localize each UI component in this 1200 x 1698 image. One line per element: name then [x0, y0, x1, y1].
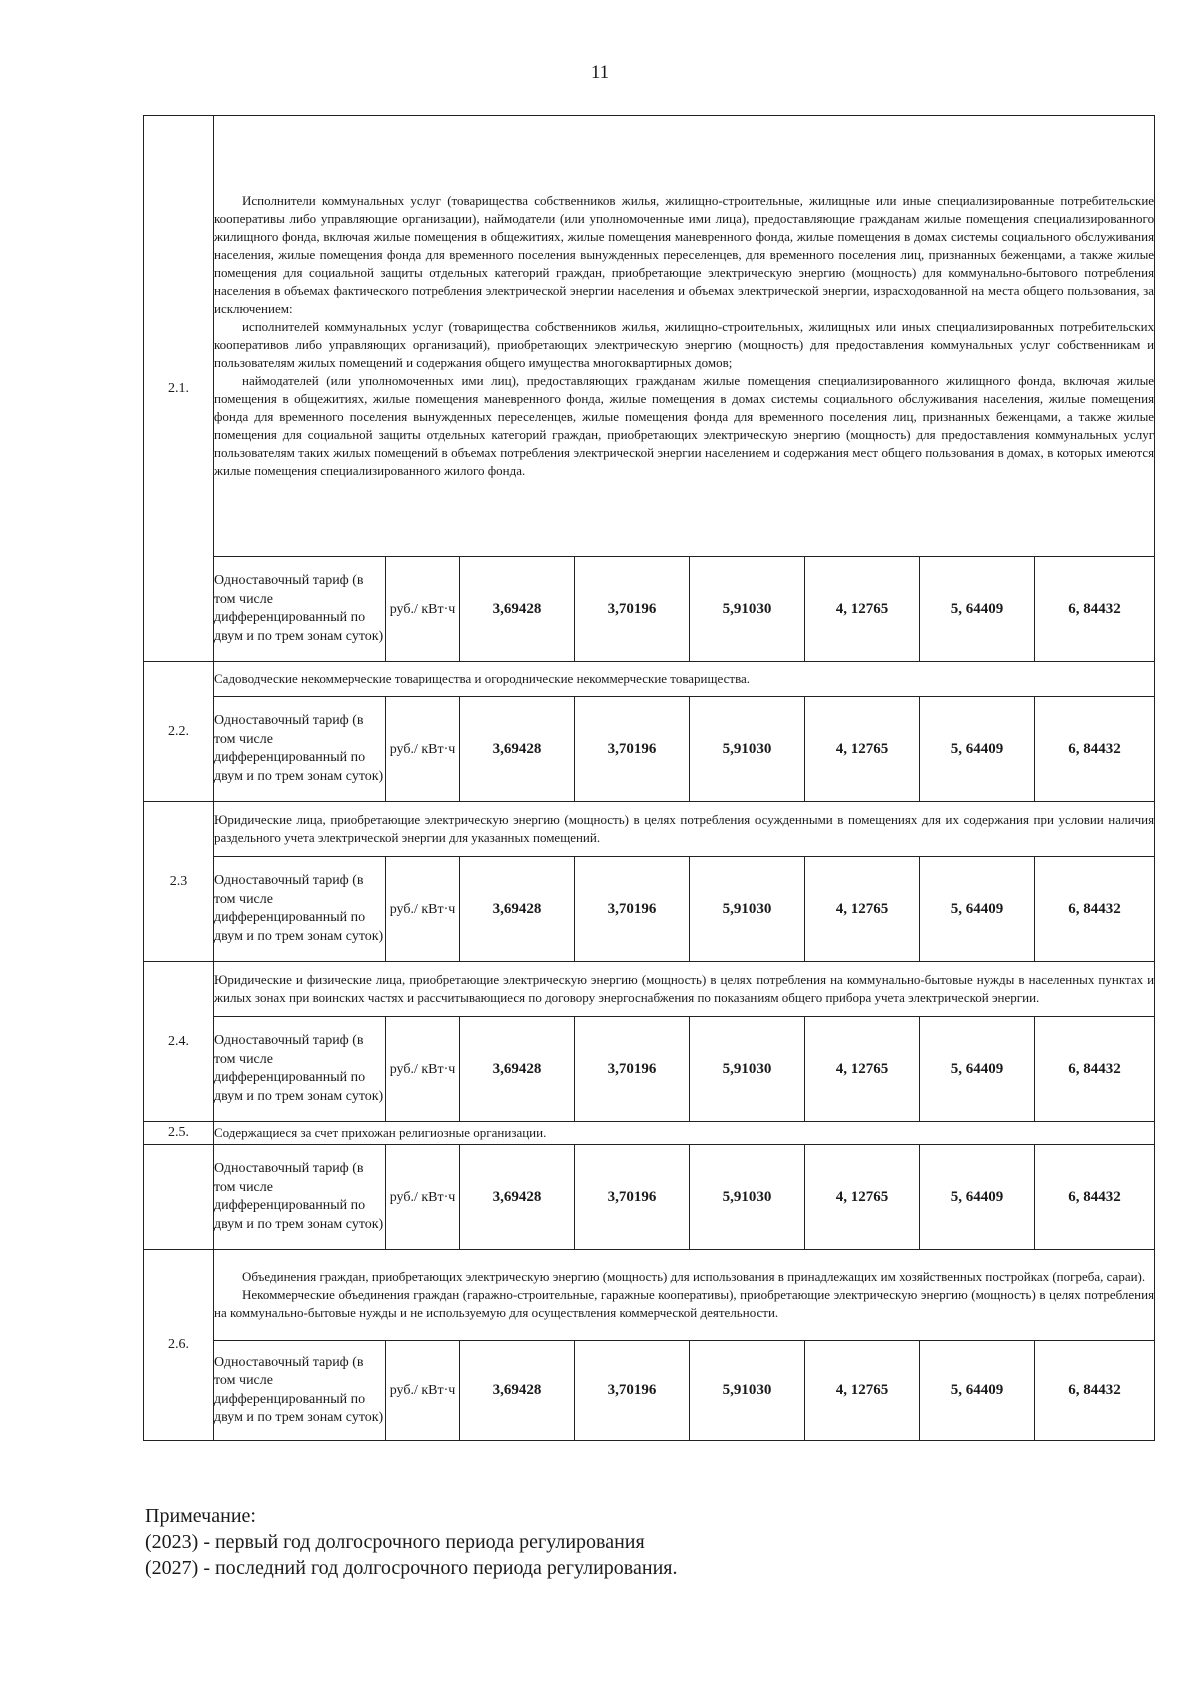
section-description — [214, 116, 1155, 557]
tariff-unit: руб./ кВт·ч — [386, 697, 460, 802]
tariff-value: 6, 84432 — [1035, 557, 1155, 662]
tariff-value: 6, 84432 — [1035, 857, 1155, 962]
tariff-value: 6, 84432 — [1035, 697, 1155, 802]
description-paragraph: Содержащиеся за счет прихожан религиозные организации. — [214, 1125, 547, 1140]
page-number: 11 — [590, 62, 610, 83]
section-description — [214, 962, 1155, 1017]
tariff-value: 4, 12765 — [805, 857, 920, 962]
section-row — [144, 1122, 1155, 1145]
tariff-value: 5,91030 — [690, 1017, 805, 1122]
description-paragraph: Юридические лица, приобретающие электрическую энергию (мощность) в целях потребления осужденными в помещениях для их содержания при условии наличия раздельного учета электрической энергии для указанных помещений. — [214, 812, 1155, 845]
tariff-value: 5,91030 — [690, 1145, 805, 1250]
section-description — [214, 1250, 1155, 1341]
description-paragraph: исполнителей коммунальных услуг (товарищества собственников жилья, жилищно-строительных, жилищных или иных специализированных потребительских кооперативов либо управляющих организаций), приобретающих электрическую энергию (мощность) для предоставления коммунальных услуг собственникам и пользователям жилых помещений и содержания общего имущества многоквартирных домов; — [214, 319, 1155, 370]
section-number: 2.4. — [144, 962, 214, 1122]
section-number: 2.6. — [144, 1250, 214, 1441]
tariff-unit: руб./ кВт·ч — [386, 557, 460, 662]
section-number: 2.3 — [144, 802, 214, 962]
tariff-table — [143, 115, 1155, 1441]
section-row — [144, 802, 1155, 857]
tariff-value: 3,70196 — [575, 1145, 690, 1250]
tariff-value: 3,70196 — [575, 1341, 690, 1441]
tariff-unit: руб./ кВт·ч — [386, 1341, 460, 1441]
description-paragraph: Объединения граждан, приобретающих электрическую энергию (мощность) для использования в принадлежащих им хозяйственных постройках (погреба, сараи). — [242, 1269, 1146, 1284]
tariff-name: Одноставочный тариф (в том числе дифференцированный по двум и по трем зонам суток) — [214, 1341, 386, 1441]
note-block — [145, 1503, 677, 1581]
section-row — [144, 1250, 1155, 1341]
description-paragraph: Исполнители коммунальных услуг (товарищества собственников жилья, жилищно-строительные, жилищные или иные специализированные потребительские кооперативы либо управляющие организации), наймодатели (или уполномоченные ими лица), предоставляющие гражданам жилые помещения специализированного жилищного фонда, включая жилые помещения в общежитиях, жилые помещения маневренного фонда, жилые помещения в домах системы социального обслуживания населения, жилые помещения фонда для временного поселения вынужденных переселенцев, для временного поселения лиц, признанных беженцами, а также жилые помещения для социальной защиты отдельных категорий граждан, приобретающие электрическую энергию (мощность) для коммунально-бытового потребления населения в объемах фактического потребления электрической энергии населения и объемах электрической энергии, израсходованной на места общего пользования, за исключением: — [214, 193, 1155, 316]
tariff-name: Одноставочный тариф (в том числе дифференцированный по двум и по трем зонам суток) — [214, 857, 386, 962]
note-line: (2027) - последний год долгосрочного периода регулирования. — [145, 1557, 678, 1579]
tariff-value: 5, 64409 — [920, 1145, 1035, 1250]
section-row — [144, 662, 1155, 697]
tariff-unit: руб./ кВт·ч — [386, 1145, 460, 1250]
section-description — [214, 662, 1155, 697]
tariff-value: 5, 64409 — [920, 1017, 1035, 1122]
tariff-row — [144, 557, 1155, 662]
tariff-value: 5,91030 — [690, 697, 805, 802]
tariff-value: 5, 64409 — [920, 697, 1035, 802]
section-number: 2.1. — [144, 116, 214, 662]
tariff-row — [144, 1017, 1155, 1122]
tariff-unit: руб./ кВт·ч — [386, 1017, 460, 1122]
tariff-name: Одноставочный тариф (в том числе дифференцированный по двум и по трем зонам суток) — [214, 697, 386, 802]
tariff-row — [144, 857, 1155, 962]
note-line: (2023) - первый год долгосрочного периода регулирования — [145, 1531, 645, 1553]
tariff-name: Одноставочный тариф (в том числе дифференцированный по двум и по трем зонам суток) — [214, 557, 386, 662]
tariff-value: 3,69428 — [460, 1017, 575, 1122]
tariff-value: 5,91030 — [690, 1341, 805, 1441]
description-paragraph: наймодателей (или уполномоченных ими лиц), предоставляющих гражданам жилые помещения специализированного жилищного фонда, включая жилые помещения в общежитиях, жилые помещения маневренного фонда, жилые помещения в домах системы социального обслуживания населения, жилые помещения фонда для временного поселения вынужденных переселенцев, жилые помещения фонда для временного поселения лиц, признанных беженцами, а также жилые помещения для социальной защиты отдельных категорий граждан, приобретающих электрическую энергию (мощность) для предоставления коммунальных услуг пользователям таких жилых помещений в объемах потребления электрической энергии населением и содержания мест общего пользования в домах, в которых имеются жилые помещения специализированного жилого фонда. — [214, 373, 1155, 478]
section-description — [214, 1122, 1155, 1145]
section-description — [214, 802, 1155, 857]
tariff-unit: руб./ кВт·ч — [386, 857, 460, 962]
tariff-name: Одноставочный тариф (в том числе дифференцированный по двум и по трем зонам суток) — [214, 1017, 386, 1122]
tariff-value: 3,69428 — [460, 1145, 575, 1250]
tariff-value: 4, 12765 — [805, 557, 920, 662]
description-paragraph: Садоводческие некоммерческие товарищества и огороднические некоммерческие товарищества. — [214, 671, 751, 686]
tariff-value: 4, 12765 — [805, 697, 920, 802]
tariff-value: 3,69428 — [460, 1341, 575, 1441]
tariff-value: 6, 84432 — [1035, 1017, 1155, 1122]
tariff-value: 3,70196 — [575, 557, 690, 662]
section-number: 2.2. — [144, 662, 214, 802]
tariff-value: 3,70196 — [575, 1017, 690, 1122]
tariff-value: 5, 64409 — [920, 557, 1035, 662]
tariff-value: 5, 64409 — [920, 1341, 1035, 1441]
tariff-value: 5, 64409 — [920, 857, 1035, 962]
tariff-value: 3,70196 — [575, 857, 690, 962]
tariff-value: 6, 84432 — [1035, 1341, 1155, 1441]
tariff-row — [144, 1145, 1155, 1250]
tariff-value: 3,69428 — [460, 557, 575, 662]
section-number: 2.5. — [144, 1122, 214, 1145]
description-paragraph: Некоммерческие объединения граждан (гаражно-строительные, гаражные кооперативы), приобретающие электрическую энергию (мощность) в целях потребления на коммунально-бытовые нужды и не используемую для осуществления коммерческой деятельности. — [214, 1287, 1155, 1320]
tariff-value: 3,70196 — [575, 697, 690, 802]
tariff-value: 4, 12765 — [805, 1017, 920, 1122]
section-row — [144, 962, 1155, 1017]
tariff-value: 5,91030 — [690, 857, 805, 962]
tariff-value: 4, 12765 — [805, 1145, 920, 1250]
tariff-value: 4, 12765 — [805, 1341, 920, 1441]
section-row — [144, 116, 1155, 557]
tariff-row — [144, 1341, 1155, 1441]
tariff-value: 3,69428 — [460, 697, 575, 802]
tariff-value: 3,69428 — [460, 857, 575, 962]
tariff-row — [144, 697, 1155, 802]
tariff-value: 5,91030 — [690, 557, 805, 662]
note-title: Примечание: — [145, 1505, 256, 1527]
tariff-value: 6, 84432 — [1035, 1145, 1155, 1250]
description-paragraph: Юридические и физические лица, приобретающие электрическую энергию (мощность) в целях потребления на коммунально-бытовые нужды в населенных пунктах и жилых зонах при воинских частях и рассчитывающиеся по договору энергоснабжения по показаниям общего прибора учета электрической энергии. — [214, 972, 1155, 1005]
tariff-name: Одноставочный тариф (в том числе дифференцированный по двум и по трем зонам суток) — [214, 1145, 386, 1250]
